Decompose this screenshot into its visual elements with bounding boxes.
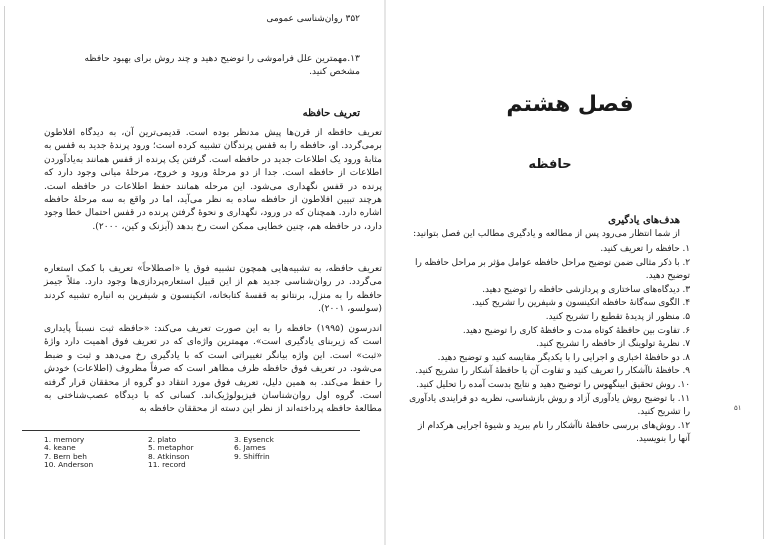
footnote — [234, 461, 334, 469]
paragraph-3: اندرسون (۱۹۹۵) حافظه را به این صورت تعریف می‌کند: «حافظه ثبت نسبتاً پایداری است که زیربنای یادگیری است». مهمترین واژه‌ای که در تعریف فوق اهمیت دارد واژهٔ «ثبت» است. این واژه بیانگر تغییراتی است که با یادگیری رخ می‌دهد و ثبت و ضبط می‌شود. در تعریف فوق حافظه ظرف مظاهر است که صرفاً مظروف (اطلاعات) خودش را حفظ می‌کند. به همین دلیل، تعریف فوق مورد انتقاد دو گروه از محققان قرار گرفته است. گروه اول روان‌شناسان فیزیولوژیک‌اند. کسانی که با دیدگاه عصب‌شناختی به مطالعهٔ حافظه پرداخته‌اند از نظر این دسته از محققان حافظه به — [44, 323, 382, 415]
goal-item: ۸. دو حافظهٔ اخباری و اجرایی را با یکدیگر مقایسه کنید و توضیح دهید. — [437, 352, 690, 363]
section-title: تعریف حافظه — [302, 108, 360, 119]
footnote: 10. Anderson — [44, 460, 94, 470]
footnote: 8. Atkinson — [148, 451, 190, 461]
footnote: 9. Shiffrin — [234, 451, 270, 461]
left-page-header: ۳۵۲ روان‌شناسی عمومی — [266, 14, 360, 24]
goal-item: ۶. تفاوت بین حافظهٔ کوتاه مدت و حافظهٔ کاری را توضیح دهید. — [462, 325, 690, 336]
goal-item: ۹. حافظهٔ ناآشکار را تعریف کنید و تفاوت آن با حافظهٔ آشکار را تشریح کنید. — [415, 366, 690, 377]
learning-goals-list — [404, 243, 690, 447]
margin-mark: ۵۱ — [734, 404, 742, 412]
footnote: 7. Bern beh — [44, 451, 87, 461]
paragraph-2: تعریف حافظه، به تشبیه‌هایی همچون تشبیه فوق یا «اصطلاحاً» تعریف با کمک استعاره می‌گردد. در روان‌شناسی جدید هم از این قبیل استعاره‌پردازی‌ها وجود دارد. مثلاً جیمز حافظه را به منزل، برنتانو به قفسهٔ کتابخانه، اتکینسون و شیفرین به انباره تشبیه کردند (سولسو، ۲۰۰۱). — [44, 263, 382, 315]
goal-item: ۷. نظریهٔ تولوینگ از حافظه را تشریح کنید. — [536, 339, 690, 350]
question-13: ۱۳.مهمترین علل فراموشی را توضیح دهید و چند روش برای بهبود حافظه مشخص کنید. — [84, 53, 360, 78]
footnote: 2. plato — [148, 435, 177, 444]
goal-item: ۱۲. روش‌های بررسی حافظهٔ ناآشکار را نام ببرید و شیوهٔ اجرایی هرکدام از آنها را بنویسید. — [417, 420, 690, 445]
goal-item: ۲. با ذکر مثالی ضمن توضیح مراحل حافظه عوامل مؤثر بر مراحل حافظه را توضیح دهید. — [415, 257, 690, 282]
goal-item: ۱۰. روش تحقیق ابینگهوس را توضیح دهید و نتایج بدست آمده را تحلیل کنید. — [416, 379, 690, 390]
footnotes — [44, 436, 344, 470]
chapter-subtitle: حافظه — [528, 157, 572, 172]
footnote: 3. Eysenck — [234, 435, 274, 444]
footnote: 11. record — [148, 460, 186, 470]
footnote: 5. metaphor — [148, 443, 194, 453]
goal-item: ۴. الگوی سه‌گانهٔ حافظه اتکینسون و شیفرین را تشریح کنید. — [472, 298, 690, 309]
footnote: 6. James — [234, 443, 266, 453]
goal-item: ۱۱. با توضیح روش یادآوری آزاد و روش بازشناسی، نظریه دو فرایندی یادآوری را تشریح کنید. — [409, 393, 690, 418]
footnote: 1. memory — [44, 435, 85, 444]
chapter-title: فصل هشتم — [506, 92, 634, 117]
goal-item: ۵. منظور از پدیدهٔ تقطیع را تشریح کنید. — [545, 311, 690, 322]
learning-goals-title: هدف‌های یادگیری — [608, 215, 680, 226]
goal-item: ۱. حافظه را تعریف کنید. — [600, 244, 690, 254]
footnote: 4. keane — [44, 443, 76, 453]
goal-item: ۳. دیدگاه‌های ساختاری و پردازشی حافظه را توضیح دهید. — [482, 284, 690, 295]
paragraph-1: تعریف حافظه از قرن‌ها پیش مدنظر بوده است. قدیمی‌ترین آن، به دیدگاه افلاطون برمی‌گردد. او، حافظه را به قفس پرندگان تشبیه کرده است؛ ورود پرندهٔ جدید به قفس به مثابهٔ ورود یک اطلاعات جدید در حافظه است. گرفتن یک پرنده از قفس همانند به‌یادآوردن اطلاعات از حافظه است. جدا از دو مرحلهٔ ورود و خروج، مرحلهٔ میانی وجود دارد که پرنده در قفس نگهداری می‌شود. این مرحله همانند حفظ اطلاعات در حافظه است. هرچند تبیین افلاطون از حافظه ساده به نظر می‌آید، اما در واقع به سه مرحلهٔ حافظه اشاره دارد. همچنان که در ورود، نگهداری و نحوهٔ گرفتن پرنده در قفس احتمال خطا وجود دارد، در حافظه هم، چنین خطایی ممکن است رخ بدهد (آیزنک و کین، ۲۰۰۰). — [44, 127, 382, 232]
learning-goals-intro: از شما انتظار می‌رود پس از مطالعه و یادگیری مطالب این فصل بتوانید: — [413, 229, 680, 239]
footnote-rule — [22, 430, 360, 431]
book-gutter — [384, 0, 386, 545]
